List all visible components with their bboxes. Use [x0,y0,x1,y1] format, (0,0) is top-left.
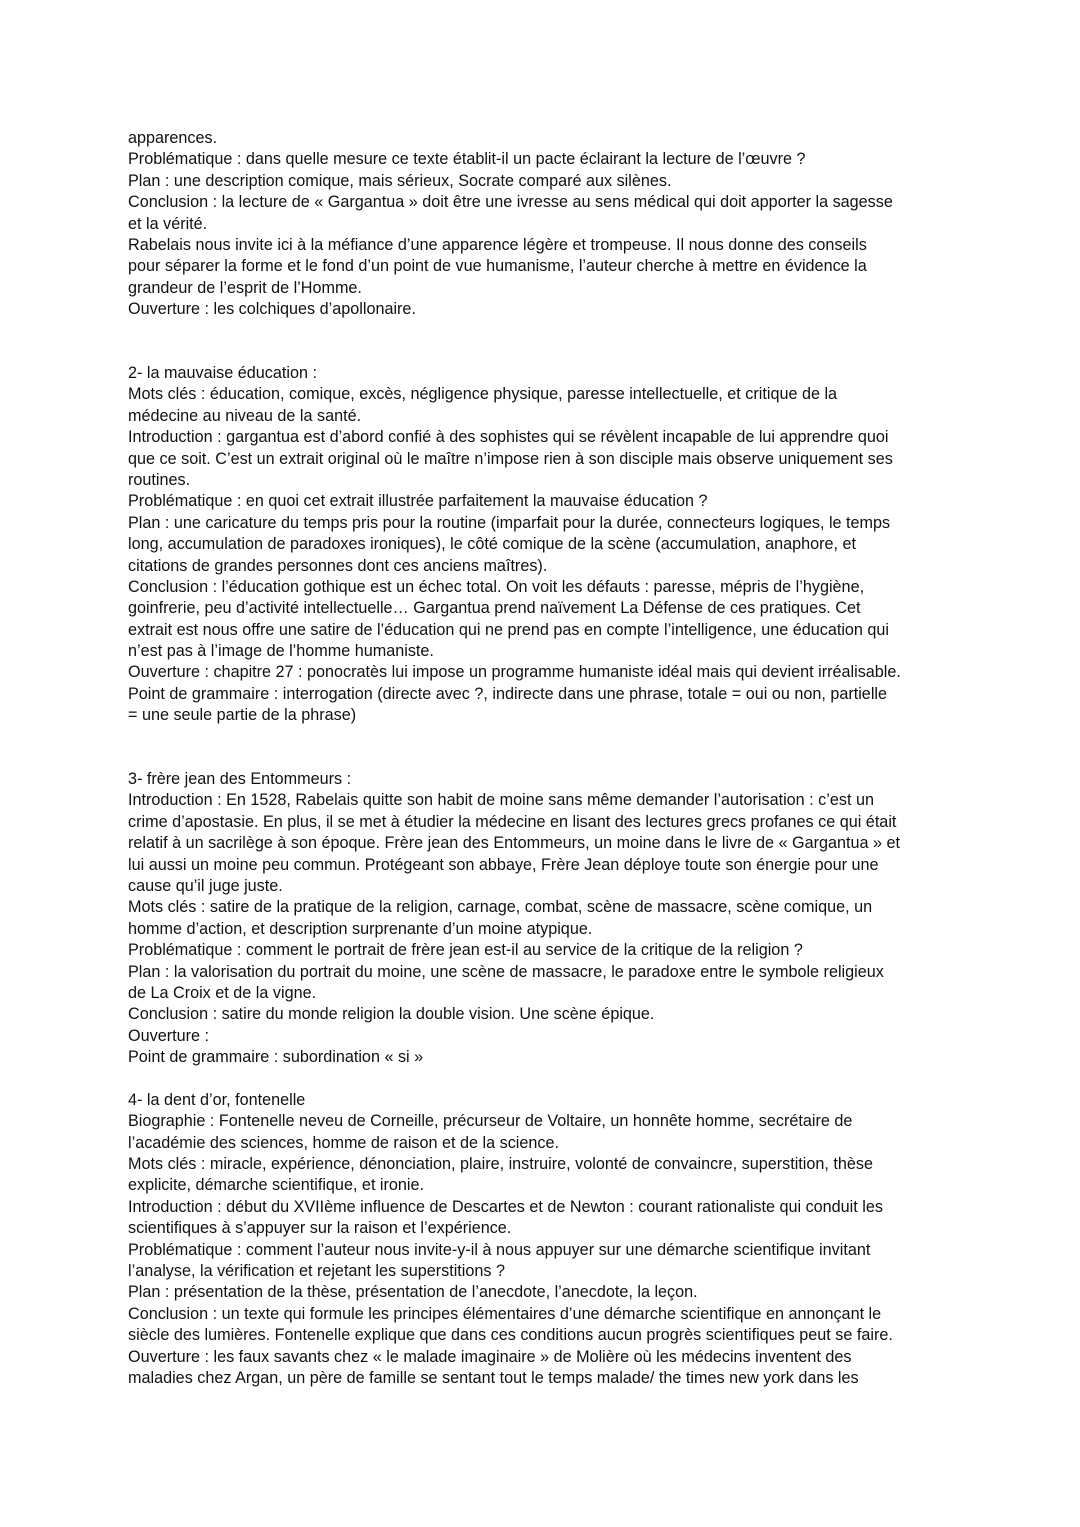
text-line: = une seule partie de la phrase) [128,706,357,725]
text-line: Introduction : gargantua est d’abord confié à des sophistes qui se révèlent incapable de lui apprendre quoi [128,428,889,447]
text-line: n’est pas à l’image de l’homme humaniste. [128,642,434,661]
text-line: relatif à un sacrilège à son époque. Frère jean des Entommeurs, un moine dans le livre de « Gargantua » et [128,834,901,853]
text-line: Ouverture : les faux savants chez « le malade imaginaire » de Molière où les médecins inventent des [128,1347,852,1366]
text-line: Ouverture : [128,1026,209,1045]
text-line: Mots clés : miracle, expérience, dénonciation, plaire, instruire, volonté de convaincre, superstition, thèse [128,1155,874,1174]
text-line: siècle des lumières. Fontenelle explique que dans ces conditions aucun progrès scientifiques peut se faire. [128,1326,893,1345]
text-line: Biographie : Fontenelle neveu de Corneille, précurseur de Voltaire, un honnête homme, secrétaire de [128,1112,853,1131]
text-line: lui aussi un moine peu commun. Protégeant son abbaye, Frère Jean déploye toute son énergie pour une [128,855,879,874]
text-line: explicite, démarche scientifique, et ironie. [128,1176,425,1195]
text-line: cause qu’il juge juste. [128,876,283,895]
text-line: Ouverture : chapitre 27 : ponocratès lui impose un programme humaniste idéal mais qui devient irréalisable. [128,663,901,682]
text-line: Point de grammaire : subordination « si » [128,1048,424,1067]
text-line: maladies chez Argan, un père de famille se sentant tout le temps malade/ the times new york dans les [128,1368,859,1387]
text-line: pour séparer la forme et le fond d’un point de vue humanisme, l’auteur cherche à mettre en évidence la [128,257,867,276]
text-line: extrait est nous offre une satire de l’éducation qui ne prend pas en compte l’intelligence, une éducation qui [128,620,890,639]
text-line: Introduction : début du XVIIème influence de Descartes et de Newton : courant rationaliste qui conduit les [128,1197,883,1216]
text-line: routines. [128,470,191,489]
text-line: citations de grandes personnes dont ces anciens maîtres). [128,556,548,575]
text-line: l’académie des sciences, homme de raison et de la science. [128,1133,559,1152]
text-line: 2- la mauvaise éducation : [128,364,317,382]
text-line: Rabelais nous invite ici à la méfiance d’une apparence légère et trompeuse. Il nous donne des conseils [128,235,867,254]
text-line: Conclusion : un texte qui formule les principes élémentaires d’une démarche scientifique en annonçant le [128,1304,882,1323]
text-line: Plan : une description comique, mais sérieux, Socrate comparé aux silènes. [128,171,672,190]
text-line: l’analyse, la vérification et rejetant les superstitions ? [128,1261,505,1280]
text-line: 3- frère jean des Entommeurs : [128,770,352,788]
text-line: de La Croix et de la vigne. [128,983,317,1002]
text-line: Ouverture : les colchiques d’apollonaire. [128,300,416,319]
text-line: Problématique : comment l’auteur nous invite-y-il à nous appuyer sur une démarche scientifique invitant [128,1240,871,1259]
text-line: Problématique : en quoi cet extrait illustrée parfaitement la mauvaise éducation ? [128,492,708,511]
text-line: Conclusion : la lecture de « Gargantua » doit être une ivresse au sens médical qui doit apporter la sagesse [128,193,893,212]
text-line: Problématique : comment le portrait de frère jean est-il au service de la critique de la religion ? [128,941,803,960]
text-line: Conclusion : l’éducation gothique est un échec total. On voit les défauts : paresse, mépris de l’hygiène, [128,577,865,596]
section-frere-jean-and-dent-d-or [128,769,958,1389]
section-prologue-summary [128,128,958,321]
text-line: grandeur de l’esprit de l’Homme. [128,278,362,297]
text-line: apparences. [128,129,218,147]
text-line: scientifiques à s’appuyer sur la raison et l’expérience. [128,1219,512,1238]
text-line: Mots clés : satire de la pratique de la religion, carnage, combat, scène de massacre, scène comique, un [128,898,873,917]
text-line: et la vérité. [128,214,208,233]
text-line: goinfrerie, peu d’activité intellectuelle… Gargantua prend naïvement La Défense de ces pratiques. Cet [128,599,861,618]
text-line: médecine au niveau de la santé. [128,406,362,425]
text-line: Plan : présentation de la thèse, présentation de l’anecdote, l’anecdote, la leçon. [128,1283,698,1302]
text-line: Conclusion : satire du monde religion la double vision. Une scène épique. [128,1005,655,1024]
text-line: 4- la dent d’or, fontenelle [128,1090,306,1109]
text-line: Mots clés : éducation, comique, excès, négligence physique, paresse intellectuelle, et critique de la [128,385,838,404]
text-line: que ce soit. C’est un extrait original où le maître n’impose rien à son disciple mais observe uniquement ses [128,449,893,468]
section-mauvaise-education [128,363,958,727]
text-line: crime d’apostasie. En plus, il se met à étudier la médecine en lisant des lectures grecs profanes ce qui était [128,812,897,831]
text-line: homme d’action, et description surprenante d’un moine atypique. [128,919,593,938]
text-line: Point de grammaire : interrogation (directe avec ?, indirecte dans une phrase, totale = oui ou non, partielle [128,684,888,703]
text-line: long, accumulation de paradoxes ironiques), le côté comique de la scène (accumulation, anaphore, et [128,535,856,554]
text-line: Problématique : dans quelle mesure ce texte établit-il un pacte éclairant la lecture de l’œuvre ? [128,150,806,169]
text-line: Introduction : En 1528, Rabelais quitte son habit de moine sans même demander l’autorisation : c’est un [128,791,874,810]
text-line: Plan : la valorisation du portrait du moine, une scène de massacre, le paradoxe entre le symbole religieux [128,962,884,981]
text-line: Plan : une caricature du temps pris pour la routine (imparfait pour la durée, connecteurs logiques, le temps [128,513,891,532]
blank-line [128,1068,958,1089]
